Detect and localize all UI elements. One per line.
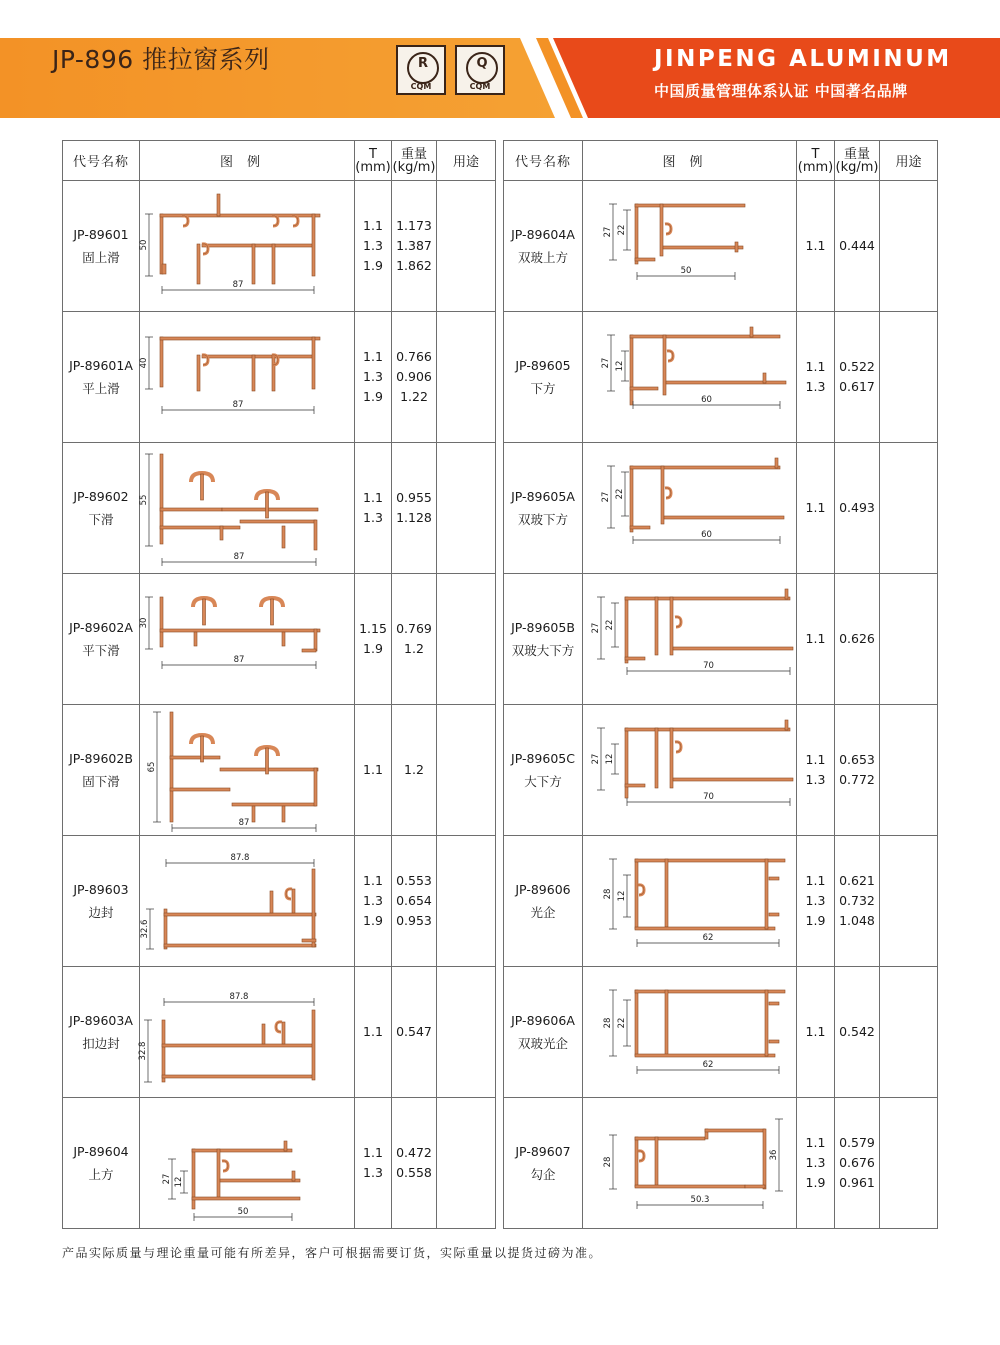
svg-text:36: 36	[768, 1149, 779, 1161]
weight-cell: 0.621 0.732 1.048	[835, 836, 880, 967]
table-row	[63, 312, 496, 443]
profile-section-drawing	[142, 839, 352, 963]
left-profile-table	[62, 140, 496, 1229]
weight-cell: 0.472 0.558	[392, 1098, 437, 1229]
use-cell	[437, 1098, 496, 1229]
table-row	[504, 1098, 938, 1229]
profile-label: 光企	[530, 905, 556, 920]
profile-code: JP-89601	[73, 227, 129, 242]
use-cell	[437, 705, 496, 836]
profile-name-cell	[63, 312, 140, 443]
use-cell	[437, 443, 496, 574]
table-row	[504, 312, 938, 443]
profile-name-cell	[504, 181, 583, 312]
col-header-name: 代号名称	[504, 141, 583, 181]
table-row	[504, 574, 938, 705]
thickness-cell: 1.1	[797, 967, 835, 1098]
use-cell	[437, 836, 496, 967]
weight-cell: 0.653 0.772	[835, 705, 880, 836]
use-cell	[437, 574, 496, 705]
thickness-cell: 1.1 1.3 1.9	[355, 312, 392, 443]
svg-text:70: 70	[702, 792, 714, 802]
col-header-weight: 重量 (kg/m)	[835, 141, 880, 181]
profile-figure-cell	[140, 1098, 355, 1229]
svg-text:22: 22	[616, 1017, 627, 1029]
profile-name-cell	[63, 443, 140, 574]
col-header-name: 代号名称	[63, 141, 140, 181]
svg-text:65: 65	[147, 761, 157, 773]
use-cell	[880, 443, 938, 574]
table-row	[63, 705, 496, 836]
profile-figure-cell	[583, 836, 797, 967]
profile-code: JP-89601A	[69, 358, 133, 373]
thickness-cell: 1.1	[797, 574, 835, 705]
profile-name-cell	[63, 1098, 140, 1229]
thickness-cell: 1.1 1.3 1.9	[797, 836, 835, 967]
profile-figure-cell	[583, 574, 797, 705]
profile-section-drawing	[585, 1101, 795, 1225]
svg-text:27: 27	[600, 491, 611, 503]
table-header-row	[504, 141, 938, 181]
profile-section-drawing	[139, 577, 352, 701]
profile-label: 大下方	[524, 774, 562, 789]
profile-figure-cell	[140, 836, 355, 967]
profile-label: 平上滑	[82, 381, 120, 396]
profile-label: 上方	[88, 1167, 114, 1182]
weight-cell: 1.2	[392, 705, 437, 836]
svg-text:60: 60	[700, 530, 712, 540]
profile-name-cell	[504, 836, 583, 967]
profile-name-cell	[504, 1098, 583, 1229]
profile-name-cell	[63, 967, 140, 1098]
profile-figure-cell	[583, 312, 797, 443]
svg-text:55: 55	[139, 494, 149, 506]
svg-text:60: 60	[700, 395, 712, 405]
profile-label: 固下滑	[82, 774, 120, 789]
thickness-cell: 1.1 1.3 1.9	[355, 836, 392, 967]
weight-cell: 0.579 0.676 0.961	[835, 1098, 880, 1229]
profile-code: JP-89605B	[511, 620, 575, 635]
thickness-cell: 1.1 1.3 1.9	[797, 1098, 835, 1229]
thickness-cell: 1.15 1.9	[355, 574, 392, 705]
profile-code: JP-89603	[73, 882, 129, 897]
weight-cell: 0.955 1.128	[392, 443, 437, 574]
svg-text:22: 22	[616, 224, 627, 236]
profile-figure-cell	[583, 967, 797, 1098]
profile-name-cell	[504, 574, 583, 705]
thickness-cell: 1.1	[355, 705, 392, 836]
profile-code: JP-89605C	[511, 751, 575, 766]
cqm-r-badge: R CQM	[396, 45, 446, 95]
use-cell	[880, 1098, 938, 1229]
profile-code: JP-89602	[73, 489, 129, 504]
profile-label: 双玻上方	[517, 250, 568, 265]
svg-text:27: 27	[590, 622, 601, 634]
svg-text:27: 27	[590, 753, 601, 765]
svg-text:28: 28	[602, 888, 613, 900]
svg-text:70: 70	[702, 661, 714, 671]
profile-section-drawing	[139, 446, 352, 570]
use-cell	[880, 312, 938, 443]
weight-cell: 0.444	[835, 181, 880, 312]
thickness-cell: 1.1 1.3	[797, 312, 835, 443]
profile-name-cell	[504, 312, 583, 443]
table-row	[63, 1098, 496, 1229]
col-header-use: 用途	[880, 141, 938, 181]
weight-cell: 0.493	[835, 443, 880, 574]
profile-figure-cell	[140, 574, 355, 705]
profile-code: JP-89603A	[69, 1013, 133, 1028]
profile-section-drawing	[585, 315, 795, 439]
use-cell	[880, 705, 938, 836]
profile-code: JP-89602A	[69, 620, 133, 635]
svg-text:27: 27	[600, 357, 611, 369]
profile-label: 双玻光企	[517, 1036, 568, 1051]
svg-text:62: 62	[702, 1060, 713, 1070]
brand-slogan: 中国质量管理体系认证 中国著名品牌	[654, 82, 908, 100]
profile-section-drawing	[585, 839, 795, 963]
profile-figure-cell	[140, 443, 355, 574]
profile-figure-cell	[583, 705, 797, 836]
footer-note: 产品实际质量与理论重量可能有所差异，客户可根据需要订货，实际重量以提货过磅为准。	[62, 1246, 603, 1260]
table-row	[63, 443, 496, 574]
use-cell	[437, 312, 496, 443]
profile-code: JP-89606	[515, 882, 571, 897]
right-table-body	[504, 181, 938, 1229]
profile-figure-cell	[583, 443, 797, 574]
thickness-cell: 1.1 1.3	[797, 705, 835, 836]
svg-text:22: 22	[604, 619, 615, 631]
table-row	[63, 836, 496, 967]
profile-name-cell	[63, 836, 140, 967]
weight-cell: 0.542	[835, 967, 880, 1098]
svg-text:87: 87	[238, 818, 250, 828]
profile-code: JP-89605A	[511, 489, 575, 504]
profile-section-drawing	[585, 184, 795, 308]
col-header-use: 用途	[437, 141, 496, 181]
use-cell	[880, 181, 938, 312]
col-header-figure: 图例	[583, 141, 797, 181]
svg-text:87.8: 87.8	[230, 853, 250, 863]
svg-text:22: 22	[614, 488, 625, 500]
svg-text:12: 12	[604, 753, 615, 765]
profile-section-drawing	[585, 577, 795, 701]
svg-text:28: 28	[602, 1156, 613, 1168]
svg-text:87: 87	[232, 400, 244, 410]
svg-text:30: 30	[139, 617, 149, 629]
profile-figure-cell	[583, 1098, 797, 1229]
profile-code: JP-89604	[73, 1144, 129, 1159]
profile-figure-cell	[583, 181, 797, 312]
svg-text:12: 12	[614, 360, 625, 372]
profile-section-drawing	[585, 446, 795, 570]
thickness-cell: 1.1 1.3	[355, 443, 392, 574]
col-header-weight: 重量 (kg/m)	[392, 141, 437, 181]
profile-label: 固上滑	[82, 250, 120, 265]
profile-label: 下方	[530, 381, 556, 396]
profile-code: JP-89602B	[69, 751, 133, 766]
thickness-cell: 1.1 1.3 1.9	[355, 181, 392, 312]
svg-text:27: 27	[162, 1173, 172, 1185]
profile-section-drawing	[139, 184, 352, 308]
profile-section-drawing	[142, 708, 352, 832]
table-row	[504, 705, 938, 836]
thickness-cell: 1.1	[797, 181, 835, 312]
page-header	[0, 0, 1000, 118]
profile-label: 双玻大下方	[511, 643, 575, 658]
right-profile-table	[503, 140, 938, 1229]
svg-text:50: 50	[139, 239, 149, 251]
use-cell	[437, 967, 496, 1098]
profile-label: 双玻下方	[517, 512, 568, 527]
weight-cell: 0.553 0.654 0.953	[392, 836, 437, 967]
profile-section-drawing	[142, 1101, 352, 1225]
svg-text:50: 50	[680, 266, 691, 276]
svg-text:50.3: 50.3	[690, 1195, 709, 1205]
profile-code: JP-89605	[515, 358, 571, 373]
weight-cell: 1.173 1.387 1.862	[392, 181, 437, 312]
col-header-figure: 图例	[140, 141, 355, 181]
profile-figure-cell	[140, 705, 355, 836]
thickness-cell: 1.1	[355, 967, 392, 1098]
svg-text:12: 12	[174, 1176, 184, 1188]
svg-text:62: 62	[702, 933, 713, 943]
weight-cell: 0.547	[392, 967, 437, 1098]
table-row	[504, 967, 938, 1098]
svg-text:32.6: 32.6	[140, 919, 150, 939]
profile-name-cell	[504, 443, 583, 574]
svg-text:40: 40	[139, 357, 149, 369]
profile-label: 平下滑	[82, 643, 120, 658]
use-cell	[437, 181, 496, 312]
profile-section-drawing	[138, 970, 352, 1094]
svg-text:87: 87	[233, 552, 245, 562]
profile-name-cell	[63, 181, 140, 312]
cqm-q-badge: Q CQM	[455, 45, 505, 95]
use-cell	[880, 574, 938, 705]
profile-label: 扣边封	[82, 1036, 120, 1051]
use-cell	[880, 836, 938, 967]
profile-code: JP-89607	[515, 1144, 571, 1159]
thickness-cell: 1.1	[797, 443, 835, 574]
svg-text:27: 27	[602, 226, 613, 238]
profile-figure-cell	[140, 967, 355, 1098]
weight-cell: 0.626	[835, 574, 880, 705]
svg-text:87: 87	[232, 280, 244, 290]
col-header-thickness: T (mm)	[797, 141, 835, 181]
svg-text:12: 12	[616, 890, 627, 902]
profile-label: 勾企	[530, 1167, 556, 1182]
brand-name: JINPENG ALUMINUM	[654, 46, 952, 72]
table-row	[504, 836, 938, 967]
svg-text:50: 50	[237, 1207, 249, 1217]
svg-text:28: 28	[602, 1017, 613, 1029]
use-cell	[880, 967, 938, 1098]
weight-cell: 0.522 0.617	[835, 312, 880, 443]
svg-text:87.8: 87.8	[229, 992, 249, 1002]
table-row	[504, 181, 938, 312]
table-row	[504, 443, 938, 574]
svg-text:87: 87	[233, 655, 245, 665]
profile-name-cell	[504, 967, 583, 1098]
profile-figure-cell	[140, 312, 355, 443]
svg-text:32.8: 32.8	[138, 1041, 148, 1061]
page-title: JP-896 推拉窗系列	[52, 45, 270, 74]
col-header-thickness: T (mm)	[355, 141, 392, 181]
left-table-body	[63, 181, 496, 1229]
thickness-cell: 1.1 1.3	[355, 1098, 392, 1229]
profile-name-cell	[504, 705, 583, 836]
profile-section-drawing	[585, 708, 795, 832]
profile-figure-cell	[140, 181, 355, 312]
weight-cell: 0.766 0.906 1.22	[392, 312, 437, 443]
profile-code: JP-89606A	[511, 1013, 575, 1028]
profile-name-cell	[63, 705, 140, 836]
profile-section-drawing	[585, 970, 795, 1094]
table-row	[63, 181, 496, 312]
table-header-row	[63, 141, 496, 181]
table-row	[63, 967, 496, 1098]
profile-name-cell	[63, 574, 140, 705]
profile-label: 边封	[88, 905, 114, 920]
profile-section-drawing	[139, 315, 352, 439]
weight-cell: 0.769 1.2	[392, 574, 437, 705]
table-row	[63, 574, 496, 705]
profile-code: JP-89604A	[511, 227, 575, 242]
profile-label: 下滑	[88, 512, 114, 527]
